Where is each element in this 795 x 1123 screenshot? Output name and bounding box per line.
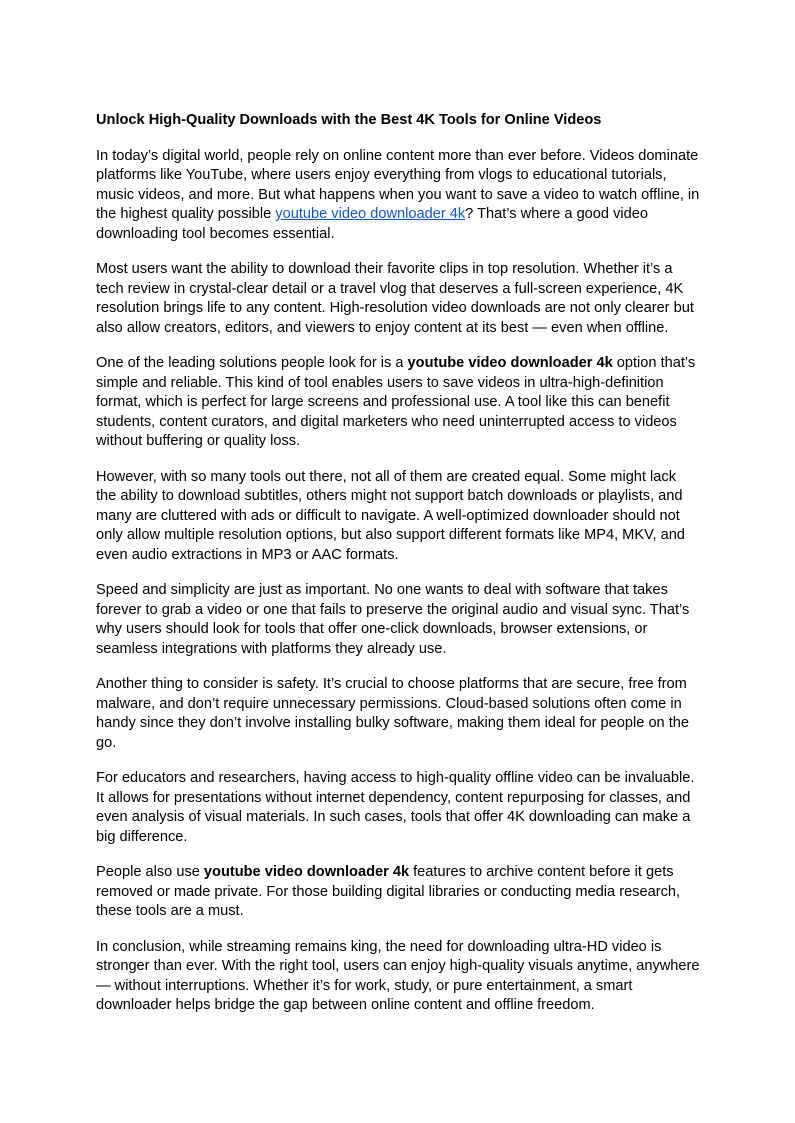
bold-keyword: youtube video downloader 4k (203, 864, 410, 880)
paragraph-text: People also use (96, 864, 204, 880)
paragraph (96, 354, 700, 452)
paragraph (96, 769, 700, 847)
paragraph-text: Most users want the ability to download their favorite clips in top resolution. Whether it’s a tech review in crystal-clear detail or a travel vlog that deserves a full-screen experience, 4K resolution brings life to any content. High-resolution video downloads are not only clearer but also allow creators, editors, and viewers to enjoy content at its best — even when offline. (96, 261, 694, 336)
bold-keyword: youtube video downloader 4k (407, 355, 613, 371)
paragraph-text: However, with so many tools out there, not all of them are created equal. Some might lack the ability to download subtitles, others might not support batch downloads or playlists, and many are cluttered with ads or difficult to navigate. A well-optimized downloader should not only allow multiple resolution options, but also support different formats like MP4, MKV, and even audio extractions in MP3 or AAC formats. (96, 468, 685, 563)
paragraph-text: For educators and researchers, having access to high-quality offline video can be invaluable. It allows for presentations without internet dependency, content repurposing for classes, and even analysis of visual materials. In such cases, tools that offer 4K downloading can make a big difference. (96, 770, 695, 845)
document-page (96, 111, 700, 1032)
paragraph (96, 260, 700, 338)
paragraph-text: ? That’s where a good video downloading tool becomes essential. (96, 206, 648, 242)
paragraph-text: In conclusion, while streaming remains king, the need for downloading ultra-HD video is stronger than ever. With the right tool, users can enjoy high-quality visuals anytime, anywhere — without interruptions. Whether it’s for work, study, or pure entertainment, a smart downloader helps bridge the gap between online content and offline freedom. (96, 938, 700, 1013)
document-title: Unlock High-Quality Downloads with the Best 4K Tools for Online Videos (96, 112, 602, 128)
keyword-link[interactable]: youtube video downloader 4k (275, 206, 466, 222)
paragraph-text: In today’s digital world, people rely on online content more than ever before. Videos dominate platforms like YouTube, where users enjoy everything from vlogs to educational tutorials, music videos, and more. But what happens when you want to save a video to watch offline, in the highest quality possible (96, 147, 700, 222)
paragraph-text: One of the leading solutions people look for is a (96, 355, 408, 371)
paragraph (96, 675, 700, 753)
document-body (96, 147, 700, 1016)
paragraph-text: option that’s simple and reliable. This kind of tool enables users to save videos in ultra-high-definition format, which is perfect for large screens and professional use. A tool like this can benefit students, content curators, and digital marketers who need uninterrupted access to videos without buffering or quality loss. (96, 355, 696, 449)
paragraph-text: Speed and simplicity are just as important. No one wants to deal with software that takes forever to grab a video or one that fails to preserve the original audio and visual sync. That’s why users should look for tools that offer one-click downloads, browser extensions, or seamless integrations with platforms they already use. (96, 582, 690, 657)
paragraph (96, 581, 700, 659)
paragraph (96, 938, 700, 1016)
paragraph-text: features to archive content before it gets removed or made private. For those building digital libraries or conducting media research, these tools are a must. (96, 864, 681, 919)
paragraph (96, 863, 700, 922)
paragraph-text: Another thing to consider is safety. It’s crucial to choose platforms that are secure, free from malware, and don’t require unnecessary permissions. Cloud-based solutions often come in handy since they don’t involve installing bulky software, making them ideal for people on the go. (96, 676, 690, 751)
paragraph (96, 147, 700, 245)
paragraph (96, 468, 700, 566)
